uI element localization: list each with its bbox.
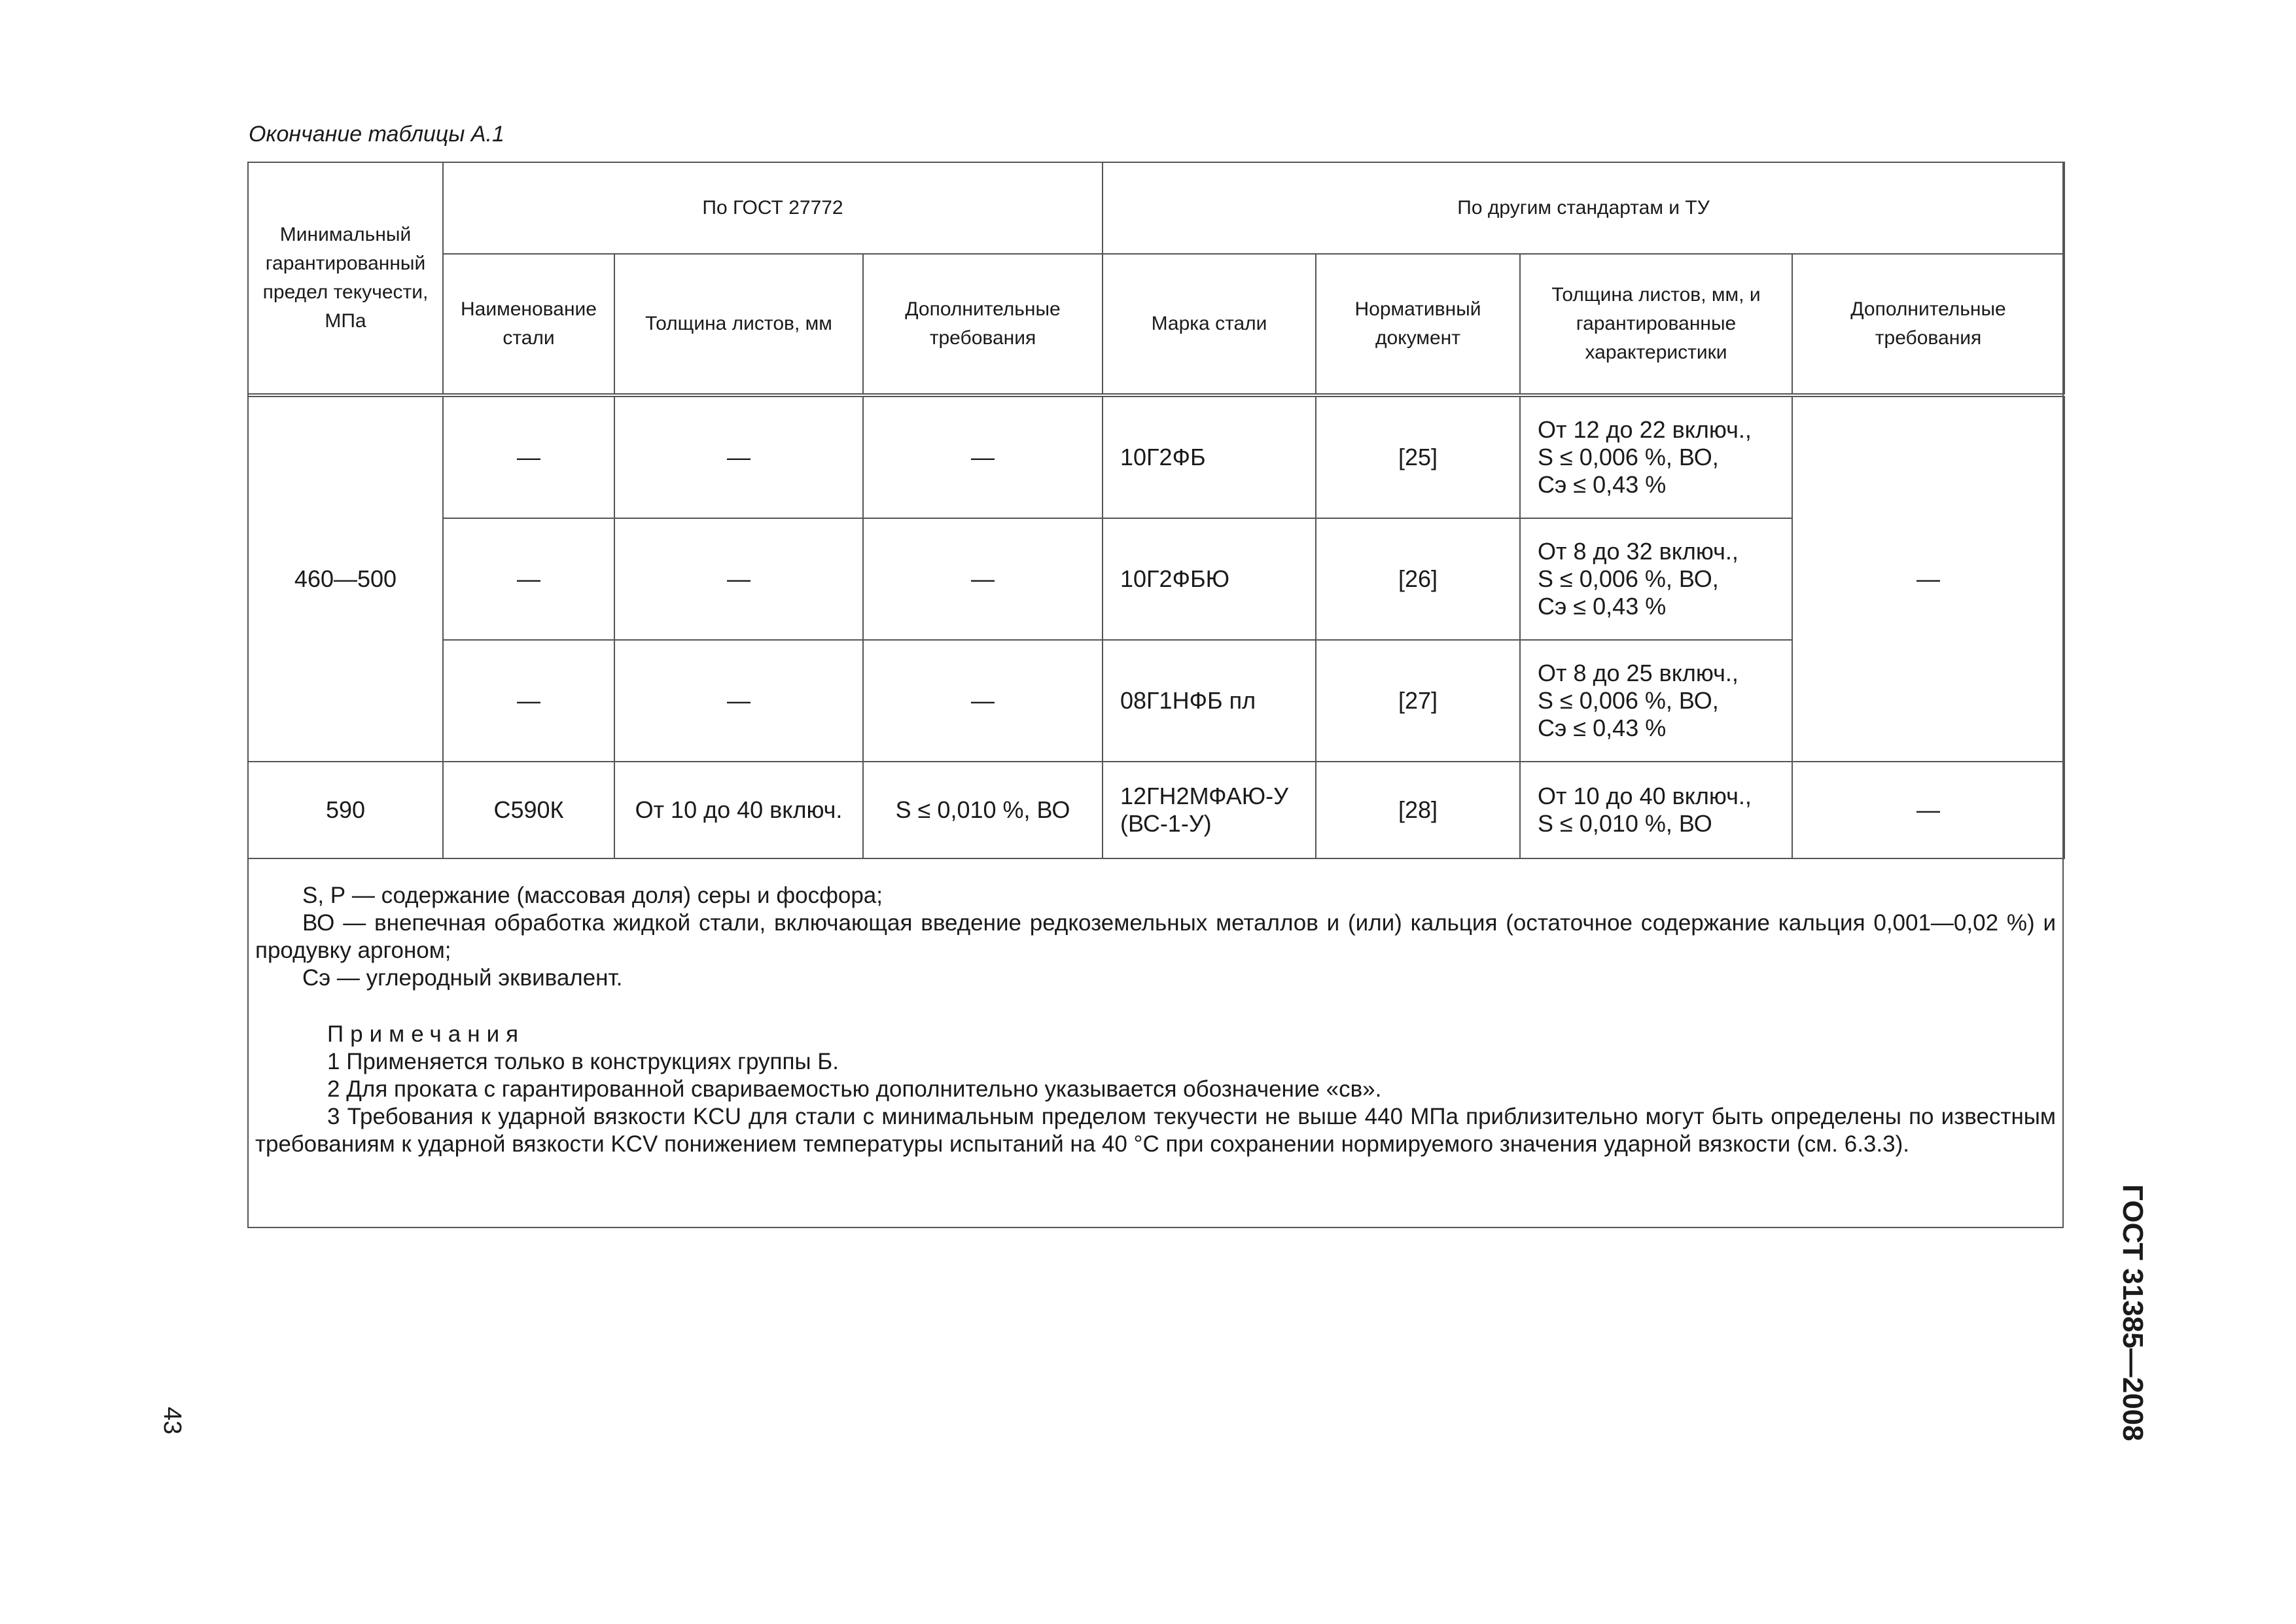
char-line: Cэ ≤ 0,43 % — [1538, 715, 1667, 741]
cell-characteristics — [1520, 762, 1792, 858]
cell-thickness: — — [614, 395, 863, 518]
document-code: ГОСТ 31385—2008 — [2117, 1184, 2149, 1441]
cell-grade: 08Г1НФБ пл — [1103, 640, 1316, 762]
cell-name: С590К — [443, 762, 614, 858]
header-thickness-guar: Толщина листов, мм, и гарантированные характеристики — [1520, 254, 1792, 395]
cell-doc: [27] — [1316, 640, 1520, 762]
cell-req: — — [863, 518, 1103, 640]
cell-name: — — [443, 395, 614, 518]
header-additional-req-2: Дополнительные требования — [1792, 254, 2064, 395]
cell-thickness: От 10 до 40 включ. — [614, 762, 863, 858]
grade-line: 12ГН2МФАЮ-У — [1120, 783, 1288, 809]
header-norm-doc: Нормативный документ — [1316, 254, 1520, 395]
header-group-other: По другим стандартам и ТУ — [1103, 162, 2064, 254]
cell-req2: — — [1792, 762, 2064, 858]
header-row-2 — [248, 254, 2064, 395]
cell-grade: 10Г2ФБ — [1103, 395, 1316, 518]
header-steel-grade: Марка стали — [1103, 254, 1316, 395]
char-line: От 8 до 32 включ., — [1538, 538, 1739, 565]
cell-doc: [28] — [1316, 762, 1520, 858]
char-line: От 12 до 22 включ., — [1538, 416, 1752, 443]
cell-thickness: — — [614, 640, 863, 762]
cell-characteristics — [1520, 640, 1792, 762]
cell-grade: 10Г2ФБЮ — [1103, 518, 1316, 640]
header-row-1 — [248, 162, 2064, 254]
char-line: S ≤ 0,006 %, ВО, — [1538, 687, 1719, 714]
cell-thickness: — — [614, 518, 863, 640]
cell-characteristics — [1520, 518, 1792, 640]
table-row — [248, 395, 2064, 518]
legend-sp: S, Р — содержание (массовая доля) серы и фосфора; — [302, 883, 883, 908]
cell-req: — — [863, 395, 1103, 518]
cell-req2: — — [1792, 395, 2064, 762]
char-line: S ≤ 0,006 %, ВО, — [1538, 565, 1719, 592]
table-caption: Окончание таблицы А.1 — [249, 122, 504, 147]
cell-req: S ≤ 0,010 %, ВО — [863, 762, 1103, 858]
header-additional-req: Дополнительные требования — [863, 254, 1103, 395]
char-line: S ≤ 0,006 %, ВО, — [1538, 444, 1719, 470]
cell-characteristics — [1520, 395, 1792, 518]
cell-name: — — [443, 518, 614, 640]
char-line: S ≤ 0,010 %, ВО — [1538, 810, 1712, 837]
legend-ce: Cэ — углеродный эквивалент. — [302, 965, 623, 991]
table-row — [248, 640, 2064, 762]
char-line: Cэ ≤ 0,43 % — [1538, 593, 1667, 620]
cell-name: — — [443, 640, 614, 762]
table-footnotes — [255, 882, 2056, 1158]
cell-doc: [25] — [1316, 395, 1520, 518]
grade-line: (ВС-1-У) — [1120, 810, 1212, 837]
note-2: 2 Для проката с гарантированной свариваемостью дополнительно указывается обозначение «св». — [327, 1076, 1382, 1102]
header-group-gost: По ГОСТ 27772 — [443, 162, 1103, 254]
char-line: От 10 до 40 включ., — [1538, 783, 1752, 809]
cell-grade — [1103, 762, 1316, 858]
header-thickness: Толщина листов, мм — [614, 254, 863, 395]
cell-yield: 460—500 — [248, 395, 443, 762]
note-1: 1 Применяется только в конструкциях группы Б. — [327, 1049, 839, 1074]
cell-req: — — [863, 640, 1103, 762]
page-number: 43 — [158, 1407, 186, 1435]
cell-yield: 590 — [248, 762, 443, 858]
notes-title: Примечания — [327, 1021, 525, 1047]
char-line: От 8 до 25 включ., — [1538, 660, 1739, 686]
table-row — [248, 518, 2064, 640]
table-row — [248, 762, 2064, 858]
steel-table — [247, 162, 2065, 859]
cell-doc: [26] — [1316, 518, 1520, 640]
header-steel-name: Наименование стали — [443, 254, 614, 395]
char-line: Cэ ≤ 0,43 % — [1538, 471, 1667, 498]
legend-vo: ВО — внепечная обработка жидкой стали, включающая введение редкоземельных металлов и (или) кальция (остаточное содержание кальция 0,001—0,02 %) и продувку аргоном; — [255, 910, 2056, 963]
header-min-yield: Минимальный гарантированный предел текучести, МПа — [248, 162, 443, 395]
note-3: 3 Требования к ударной вязкости KCU для стали с минимальным пределом текучести не выше 440 МПа приблизительно могут быть определены по известным требованиям к ударной вязкости KCV понижением температуры испытаний на 40 °С при сохранении нормируемого значения ударной вязкости (см. 6.3.3). — [255, 1104, 2056, 1157]
